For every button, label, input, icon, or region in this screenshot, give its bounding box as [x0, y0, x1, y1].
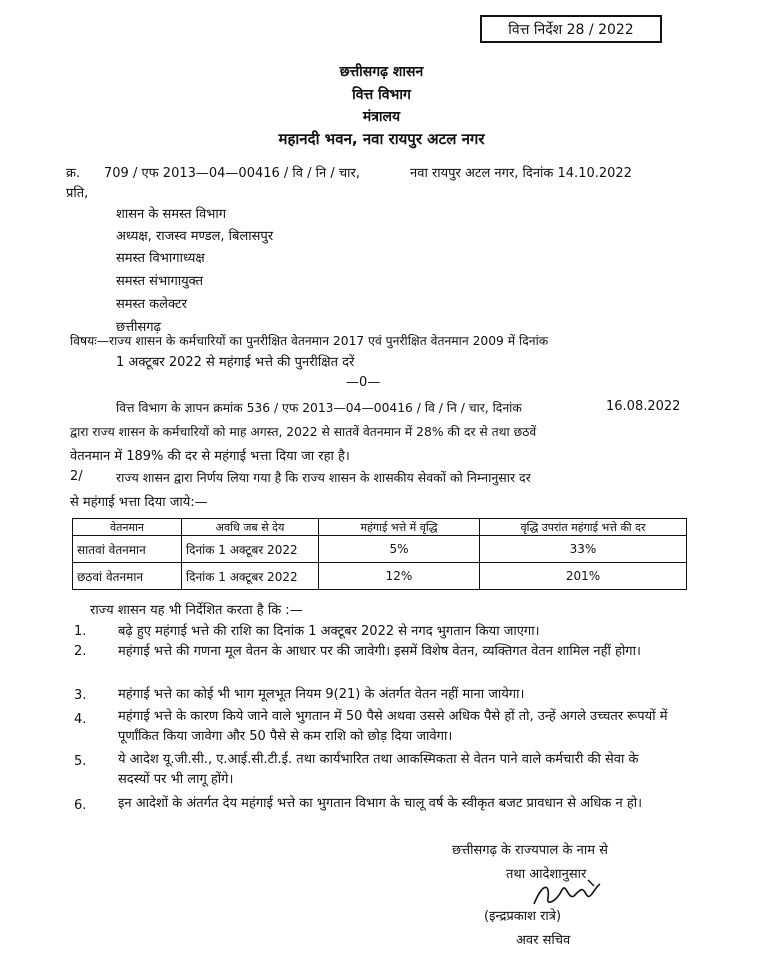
direction-number: 3.: [74, 688, 87, 703]
to-label: प्रति,: [66, 186, 89, 201]
table-cell: 12%: [319, 563, 480, 590]
signatory-designation: अवर सचिव: [516, 933, 571, 948]
recipient-item: अध्यक्ष, राजस्व मण्डल, बिलासपुर: [116, 229, 274, 244]
signature-line-1: छत्तीसगढ़ के राज्यपाल के नाम से: [452, 843, 608, 858]
table-header-cell: वेतनमान: [73, 519, 182, 536]
direction-text: बढ़े हुए महंगाई भत्ते की राशि का दिनांक 1 अक्टूबर 2022 से नगद भुगतान किया जाएगा।: [118, 624, 540, 639]
direction-text: महंगाई भत्ते के कारण किये जाने वाले भुगतान में 50 पैसे अथवा उससे अधिक पैसे हों तो, उन्हें अगले उच्चतर रूपयों में पूर्णांकित किया जावेगा और 50 पैसे से कम राशि को छोड़ दिया जावेगा।: [118, 709, 668, 744]
table-header-cell: वृद्धि उपरांत महंगाई भत्ते की दर: [480, 519, 687, 536]
recipient-item: समस्त कलेक्टर: [116, 297, 187, 312]
table-row: [73, 563, 687, 590]
para1-line-1: वित्त विभाग के ज्ञापन क्रमांक 536 / एफ 2013—04—00416 / वि / नि / चार, दिनांक: [116, 401, 522, 415]
government-name: छत्तीसगढ़ शासन: [339, 64, 424, 80]
direction-number: 6.: [74, 798, 87, 813]
direction-number: 1.: [74, 624, 87, 639]
directions-intro: राज्य शासन यह भी निर्देशित करता है कि :—: [90, 603, 303, 618]
table-cell: 5%: [319, 536, 480, 563]
subject-line-1: विषयः—राज्य शासन के कर्मचारियों का पुनरीक्षित वेतनमान 2017 एवं पुनरीक्षित वेतनमान 2009 में दिनांक: [70, 334, 549, 348]
table-cell: दिनांक 1 अक्टूबर 2022: [182, 563, 319, 590]
recipient-item: छत्तीसगढ़: [116, 320, 161, 335]
direction-text: ये आदेश यू.जी.सी., ए.आई.सी.टी.ई. तथा कार्यभारित तथा आकस्मिकता से वेतन पाने वाले कर्मचारी की सेवा के सदस्यों पर भी लागू होंगे।: [118, 752, 639, 787]
department-name: वित्त विभाग: [352, 87, 411, 103]
reference-number-box: [480, 15, 662, 43]
direction-text: महंगाई भत्ते का कोई भी भाग मूलभूत नियम 9(21) के अंतर्गत वेतन नहीं माना जायेगा।: [118, 687, 525, 702]
table-row: [73, 536, 687, 563]
direction-number: 5.: [74, 754, 87, 769]
subject-line-2: 1 अक्टूबर 2022 से महंगाई भत्ते की पुनरीक्षित दरें: [116, 355, 355, 370]
para1-line-2: द्वारा राज्य शासन के कर्मचारियों को माह अगस्त, 2022 से सातवें वेतनमान में 28% की दर से तथा छठवें: [70, 425, 537, 439]
direction-text: महंगाई भत्ते की गणना मूल वेतन के आधार पर की जावेगी। इसमें विशेष वेतन, व्यक्तिगत वेतन शामिल नहीं होगा।: [118, 644, 641, 659]
table-cell: 33%: [480, 536, 687, 563]
table-cell: छठवां वेतनमान: [73, 563, 182, 590]
separator: —0—: [346, 375, 381, 390]
para2-line-1: राज्य शासन द्वारा निर्णय लिया गया है कि राज्य शासन के शासकीय सेवकों को निम्नानुसार दर: [116, 470, 531, 485]
para2-number: 2/: [70, 469, 83, 484]
table-cell: दिनांक 1 अक्टूबर 2022: [182, 536, 319, 563]
table-header-cell: महंगाई भत्ते में वृद्धि: [319, 519, 480, 536]
table-cell: सातवां वेतनमान: [73, 536, 182, 563]
direction-text: इन आदेशों के अंतर्गत देय महंगाई भत्ते का भुगतान विभाग के चालू वर्ष के स्वीकृत बजट प्रावधान से अधिक न हो।: [118, 796, 643, 811]
table-cell: 201%: [480, 563, 687, 590]
recipient-item: समस्त विभागाध्यक्ष: [116, 251, 205, 266]
para2-line-2: से महंगाई भत्ता दिया जाये:—: [70, 495, 208, 510]
memo-number: 709 / एफ 2013—04—00416 / वि / नि / चार,: [104, 166, 360, 181]
table-header-row: [73, 519, 687, 536]
para1-line-3: वेतनमान में 189% की दर से महंगाई भत्ता दिया जा रहा है।: [70, 449, 350, 464]
recipient-item: समस्त संभागायुक्त: [116, 274, 204, 289]
signature-line-2: तथा आदेशानुसार: [506, 867, 587, 882]
memo-place-date: नवा रायपुर अटल नगर, दिनांक 14.10.2022: [410, 166, 632, 181]
direction-number: 2.: [74, 644, 87, 659]
para1-date: 16.08.2022: [606, 399, 681, 414]
direction-number: 4.: [74, 712, 87, 727]
recipient-item: शासन के समस्त विभाग: [116, 207, 227, 222]
dearness-allowance-table: [72, 518, 687, 590]
office-address: महानदी भवन, नवा रायपुर अटल नगर: [278, 130, 485, 148]
table-header-cell: अवधि जब से देय: [182, 519, 319, 536]
memo-number-label: क्र.: [66, 166, 81, 181]
ministry-name: मंत्रालय: [362, 109, 401, 125]
reference-number: वित्त निर्देश 28 / 2022: [508, 21, 634, 38]
signatory-name: (इन्द्रप्रकाश रात्रे): [484, 909, 562, 924]
